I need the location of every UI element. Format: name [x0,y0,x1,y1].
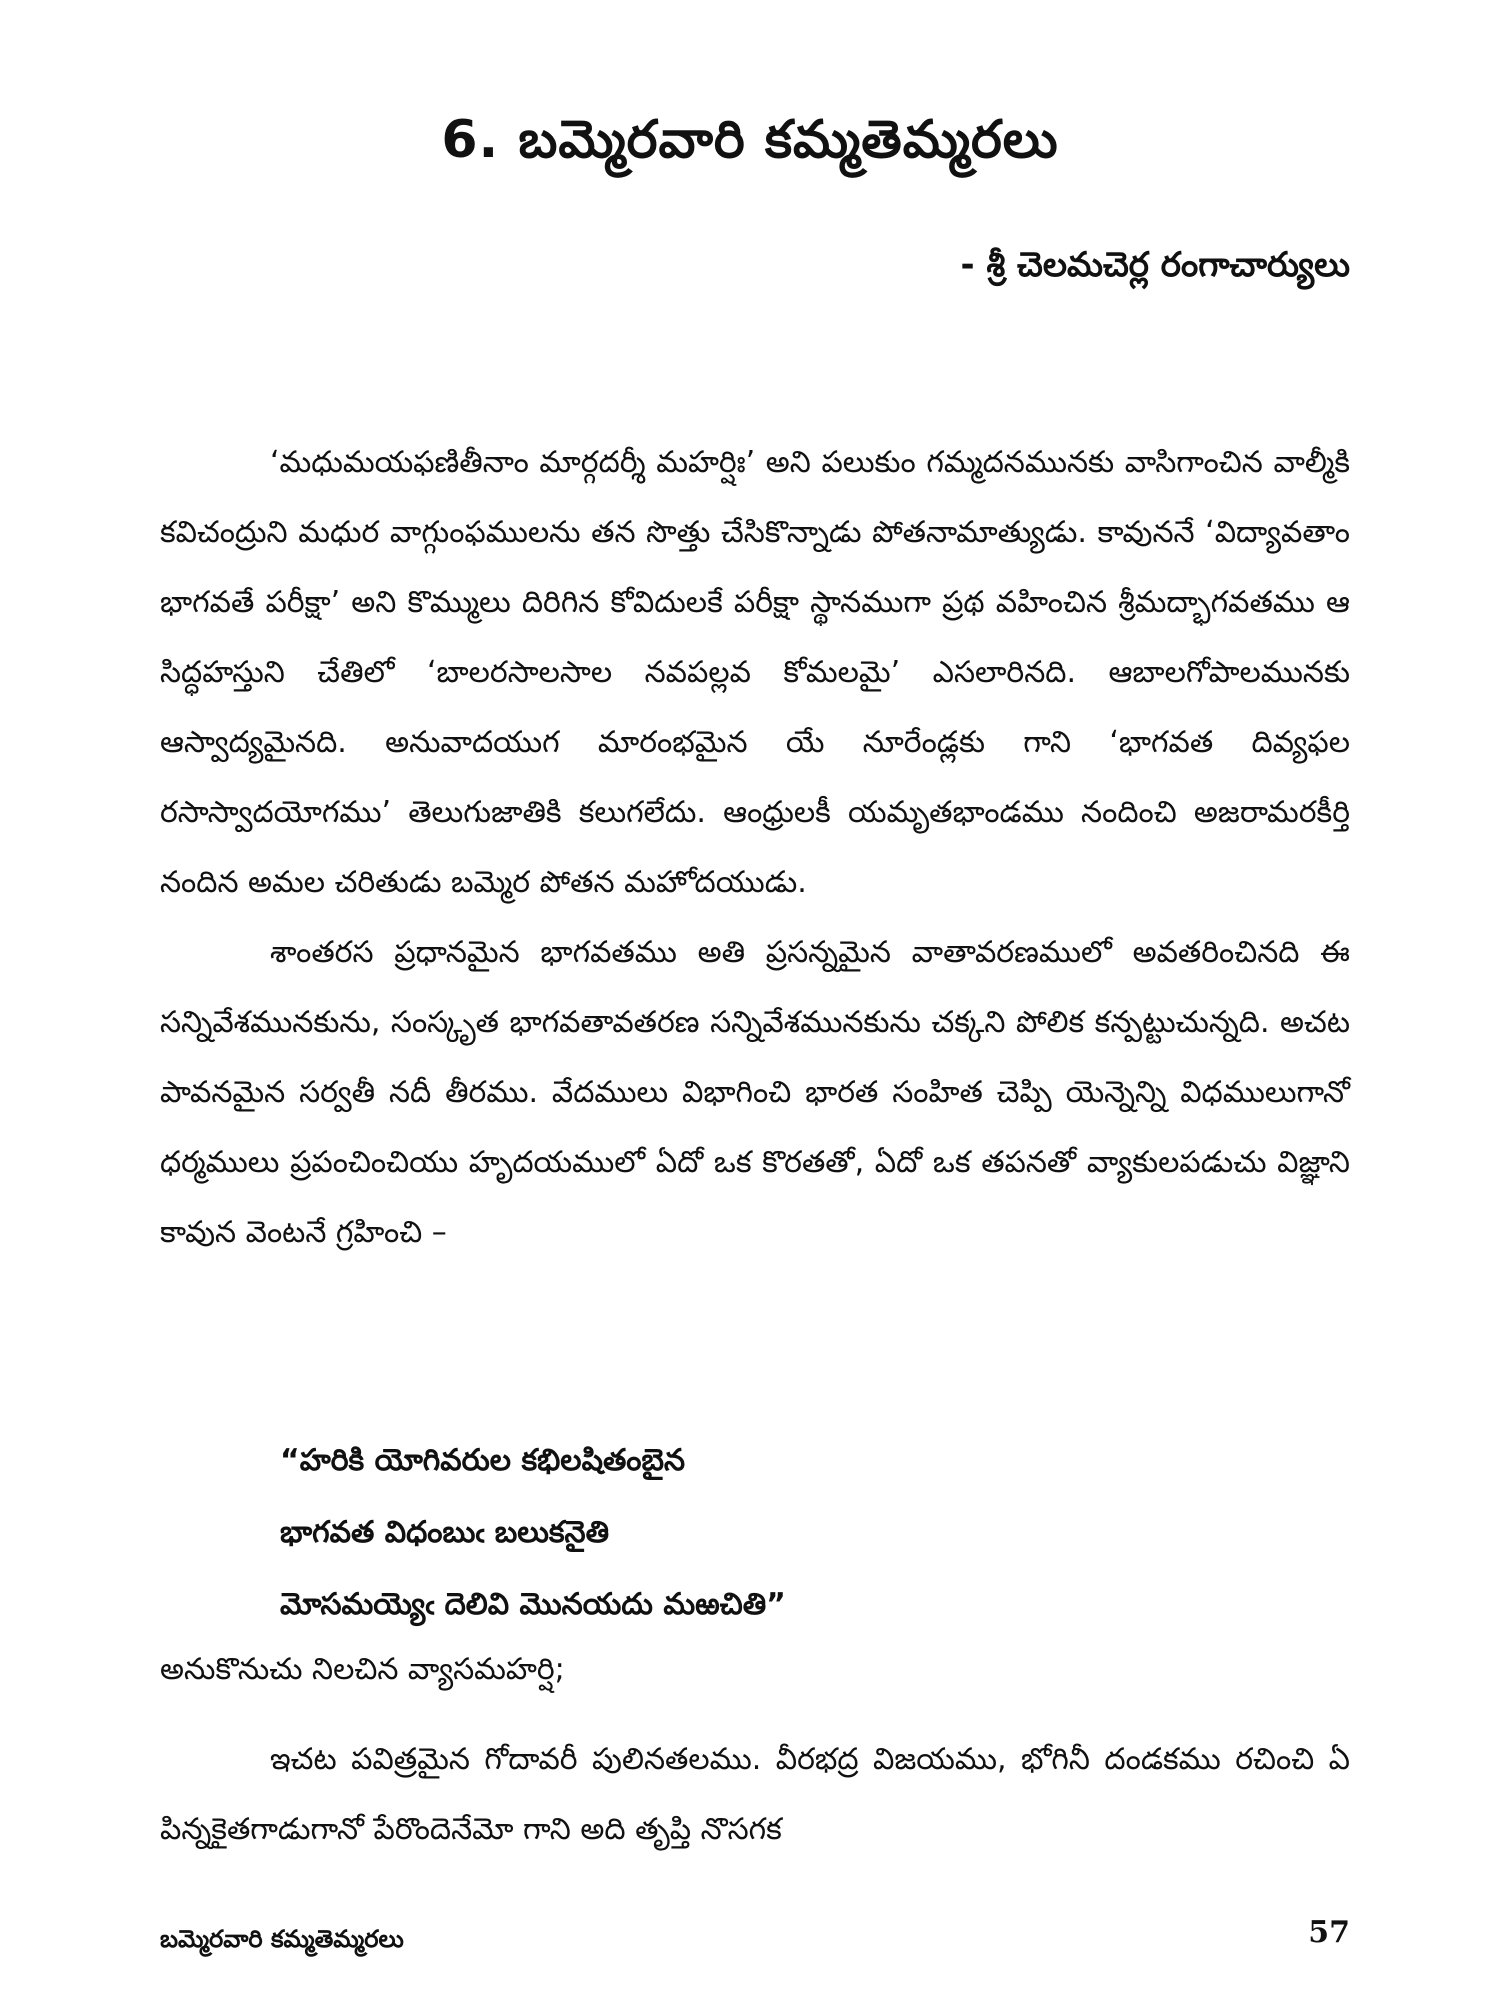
verse-block [280,1425,786,1641]
verse-line-3: మోసమయ్యెఁ దెలివి మొనయదు మఱచితి” [280,1587,786,1622]
after-verse-line: అనుకొనుచు నిలచిన వ్యాసమహర్షి; [160,1652,565,1687]
page-number: 57 [1308,1915,1350,1950]
footer-running-title: బమ్మెరవారి కమ్మతెమ్మరలు [160,1925,404,1953]
verse-line-2: భాగవత విధంబుఁ బలుకనైతి [280,1515,610,1550]
verse-line-1: “హరికి యోగివరుల కభిలషితంబైన [280,1443,686,1478]
paragraph-3: ఇచట పవిత్రమైన గోదావరీ పులినతలము. వీరభద్ర విజయము, భోగినీ దండకము రచించి ఏ పిన్నకైతగాడుగానో పేరొందెనేమో గాని అది తృప్తి నొసగక [160,1742,1350,1847]
paragraph-2: శాంతరస ప్రధానమైన భాగవతము అతి ప్రసన్నమైన వాతావరణములో అవతరించినది ఈ సన్నివేశమునకును, సంస్కృత భాగవతావతరణ సన్నివేశమునకును చక్కని పోలిక కన్పట్టుచున్నది. అచట పావనమైన సర్వతీ నదీ తీరము. వేదములు విభాగించి భారత సంహిత చెప్పి యెన్నెన్ని విధములుగానో ధర్మములు ప్రపంచించియు హృదయములో ఏదో ఒక కొరతతో, ఏదో ఒక తపనతో వ్యాకులపడుచు విజ్ఞాని కావున వెంటనే గ్రహించి – [160,935,1350,1250]
author-name: - శ్రీ చెలమచెర్ల రంగాచార్యులు [960,245,1350,285]
paragraph-1: ‘మధుమయఫణితీనాం మార్గదర్శీ మహర్షిః’ అని పలుకుం గమ్మదనమునకు వాసిగాంచిన వాల్మీకి కవిచంద్రుని మధుర వాగ్గుంఫములను తన సొత్తు చేసికొన్నాడు పోతనామాత్యుడు. కావుననే ‘విద్యావతాం భాగవతే పరీక్షా’ అని కొమ్ములు దిరిగిన కోవిదులకే పరీక్షా స్థానముగా ప్రథ వహించిన శ్రీమద్భాగవతము ఆ సిద్ధహస్తుని చేతిలో ‘బాలరసాలసాల నవపల్లవ కోమలమై’ ఎసలారినది. ఆబాలగోపాలమునకు ఆస్వాద్యమైనది. అనువాదయుగ మారంభమైన యే నూరేండ్లకు గాని ‘భాగవత దివ్యఫల రసాస్వాదయోగము’ తెలుగుజాతికి కలుగలేదు. ఆంధ్రులకీ యమృతభాండము నందించి అజరామరకీర్తి నందిన అమల చరితుడు బమ్మెర పోతన మహోదయుడు. [160,445,1350,900]
chapter-title: 6. బమ్మెరవారి కమ్మతెమ్మరలు [441,110,1059,170]
body-text [160,428,1350,1268]
after-verse-text [160,1635,1350,1865]
